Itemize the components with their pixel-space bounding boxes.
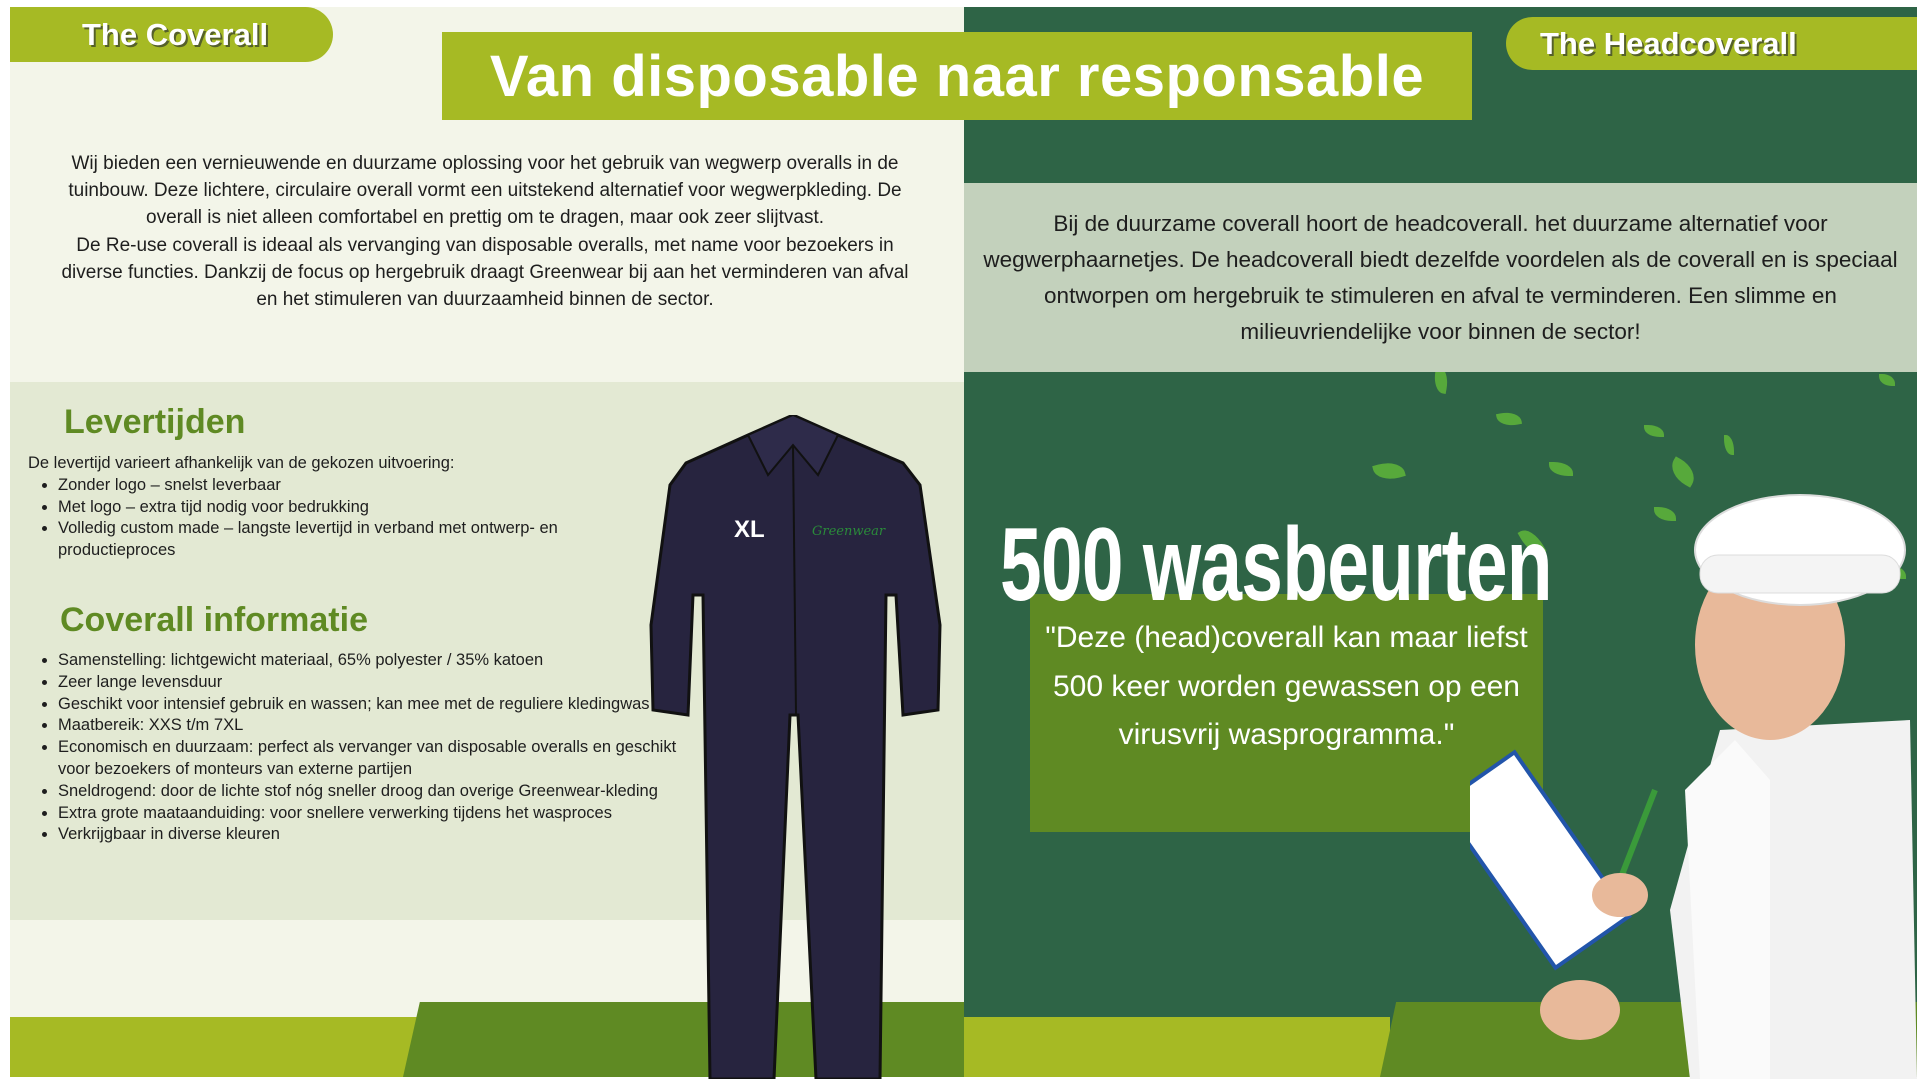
coverall-info-list xyxy=(28,650,688,846)
list-item: • Zeer lange levensduur xyxy=(58,672,688,694)
headcoverall-description: Bij de duurzame coverall hoort de headcoverall. het duurzame alternatief voor wegwerphaarnetjes. De headcoverall biedt dezelfde voordelen als de coverall en is speciaal ontworpen om hergebruik te stimuleren en afval te verminderen. Een slimme en milieuvriendelijke voor binnen de sector! xyxy=(983,210,1898,344)
list-item: • Verkrijgbaar in diverse kleuren xyxy=(58,824,688,846)
levertijden-lead: De levertijd varieert afhankelijk van de gekozen uitvoering: xyxy=(28,454,455,472)
leaf-icon xyxy=(1496,410,1522,428)
big-stat-heading: 500 wasbeurten xyxy=(1000,507,1552,623)
levertijden-section xyxy=(28,453,648,562)
list-item: • Maatbereik: XXS t/m 7XL xyxy=(58,715,688,737)
quote-box: "Deze (head)coverall kan maar liefst 500 keer worden gewassen op een virusvrij wasprogramma." xyxy=(1030,594,1543,832)
list-item: • Sneldrogend: door de lichte stof nóg sneller droog dan overige Greenwear-kleding xyxy=(58,781,688,803)
headcoverall-description-band xyxy=(964,183,1917,372)
list-item: • Samenstelling: lichtgewicht materiaal, 65% polyester / 35% katoen xyxy=(58,650,688,672)
size-logo: XL xyxy=(734,516,765,543)
coverall-info-section xyxy=(28,650,688,846)
list-item: • Zonder logo – snelst leverbaar xyxy=(58,475,648,497)
levertijden-list xyxy=(28,475,648,562)
list-item: • Economisch en duurzaam: perfect als vervanger van disposable overalls en geschikt voor bezoekers of monteurs van externe partijen xyxy=(58,737,688,781)
page-title: Van disposable naar responsable xyxy=(442,32,1472,120)
levertijden-heading-wrap xyxy=(64,403,245,442)
leaf-icon xyxy=(1879,374,1895,386)
coverall-info-heading: Coverall informatie xyxy=(60,601,368,639)
list-item: • Met logo – extra tijd nodig voor bedrukking xyxy=(58,497,648,519)
leaf-icon xyxy=(1549,462,1573,476)
intro-text xyxy=(60,150,910,313)
coverall-image xyxy=(648,415,943,1079)
leaf-icon xyxy=(1724,435,1734,455)
info-heading-wrap xyxy=(60,601,368,640)
leaf-icon xyxy=(1666,456,1700,487)
list-item: • Geschikt voor intensief gebruik en wassen; kan mee met de reguliere kledingwas xyxy=(58,694,688,716)
list-item: • Extra grote maataanduiding: voor snellere verwerking tijdens het wasproces xyxy=(58,803,688,825)
levertijden-heading: Levertijden xyxy=(64,403,246,441)
leaf-icon xyxy=(1644,425,1664,437)
leaf-icon xyxy=(1372,458,1406,483)
intro-paragraph-1: Wij bieden een vernieuwende en duurzame oplossing voor het gebruik van wegwerp overalls in de tuinbouw. Deze lichtere, circulaire overall vormt een uitstekend alternatief voor wegwerpkleding. De overall is niet alleen comfortabel en prettig om te dragen, maar ook zeer slijtvast. xyxy=(68,153,902,229)
list-item: • Volledig custom made – langste levertijd in verband met ontwerp- en productieproces xyxy=(58,518,648,562)
greenwear-logo: Greenwear xyxy=(812,524,886,539)
headcoverall-tab-label: The Headcoverall xyxy=(1506,17,1917,70)
intro-paragraph-2: De Re-use coverall is ideaal als vervanging van disposable overalls, met name voor bezoekers in diverse functies. Dankzij de focus op hergebruik draagt Greenwear bij aan het verminderen van afval en het stimuleren van duurzaamheid binnen de sector. xyxy=(61,234,909,311)
coverall-tab-label: The Coverall xyxy=(10,7,333,62)
